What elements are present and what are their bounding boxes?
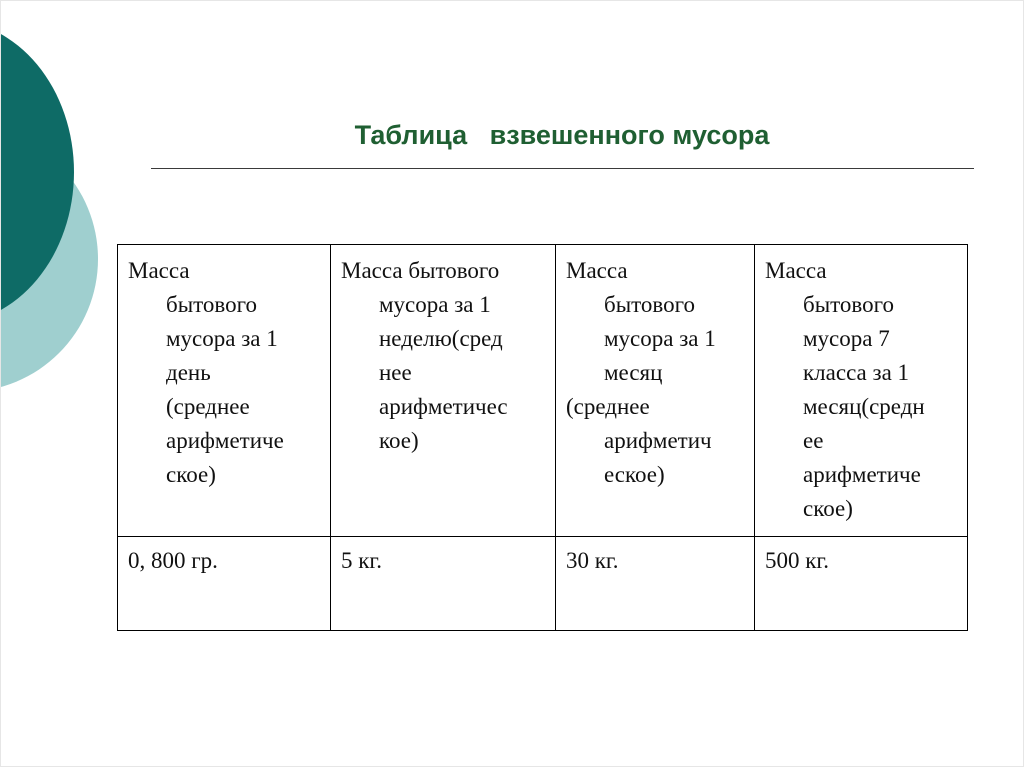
value-cell-day-text: 0, 800 гр. (128, 548, 218, 573)
header-cell-month (556, 245, 755, 537)
header-cell-day (118, 245, 331, 537)
table-row (118, 537, 968, 631)
header-cell-line: арифметиче (803, 462, 921, 487)
header-cell-line: месяц (604, 360, 663, 385)
header-cell-line: мусора за 1 (604, 326, 716, 351)
header-cell-line: Масса бытового (341, 258, 500, 283)
header-cell-week (331, 245, 556, 537)
header-cell-line: ее (803, 428, 824, 453)
table-header-row (118, 245, 968, 537)
header-cell-line: бытового (604, 292, 695, 317)
title-divider (151, 168, 974, 169)
header-cell-line: (среднее (566, 394, 650, 419)
waste-table (117, 244, 968, 631)
header-cell-line: арифметичес (379, 394, 508, 419)
header-cell-line: Масса (128, 258, 190, 283)
header-cell-line: (среднее (166, 394, 250, 419)
value-cell-week-text: 5 кг. (341, 548, 383, 573)
header-cell-week-text (341, 254, 545, 458)
header-cell-line: неделю(сред (379, 326, 503, 351)
value-cell-month (556, 537, 755, 631)
header-cell-line: кое) (379, 428, 419, 453)
header-cell-line: арифметич (604, 428, 712, 453)
value-cell-class-month-text: 500 кг. (765, 548, 830, 573)
header-cell-line: Масса (765, 258, 827, 283)
header-cell-line: ское) (803, 496, 853, 521)
header-cell-line: мусора за 1 (166, 326, 278, 351)
header-cell-line: нее (379, 360, 412, 385)
header-cell-line: бытового (166, 292, 257, 317)
header-cell-class-month-text (765, 254, 957, 526)
header-cell-line: ское) (166, 462, 216, 487)
header-cell-line: мусора 7 (803, 326, 890, 351)
header-cell-line: месяц(средн (803, 394, 925, 419)
header-cell-line: арифметиче (166, 428, 284, 453)
header-cell-line: бытового (803, 292, 894, 317)
value-cell-month-text: 30 кг. (566, 548, 619, 573)
header-cell-line: еское) (604, 462, 665, 487)
header-cell-day-text (128, 254, 320, 492)
header-cell-class-month (755, 245, 968, 537)
header-cell-line: день (166, 360, 211, 385)
header-cell-line: Масса (566, 258, 628, 283)
header-cell-line: класса за 1 (803, 360, 910, 385)
value-cell-week (331, 537, 556, 631)
value-cell-day (118, 537, 331, 631)
value-cell-class-month (755, 537, 968, 631)
header-cell-line: мусора за 1 (379, 292, 491, 317)
slide-title: Таблица взвешенного мусора (354, 120, 770, 150)
header-cell-month-text (566, 254, 744, 492)
